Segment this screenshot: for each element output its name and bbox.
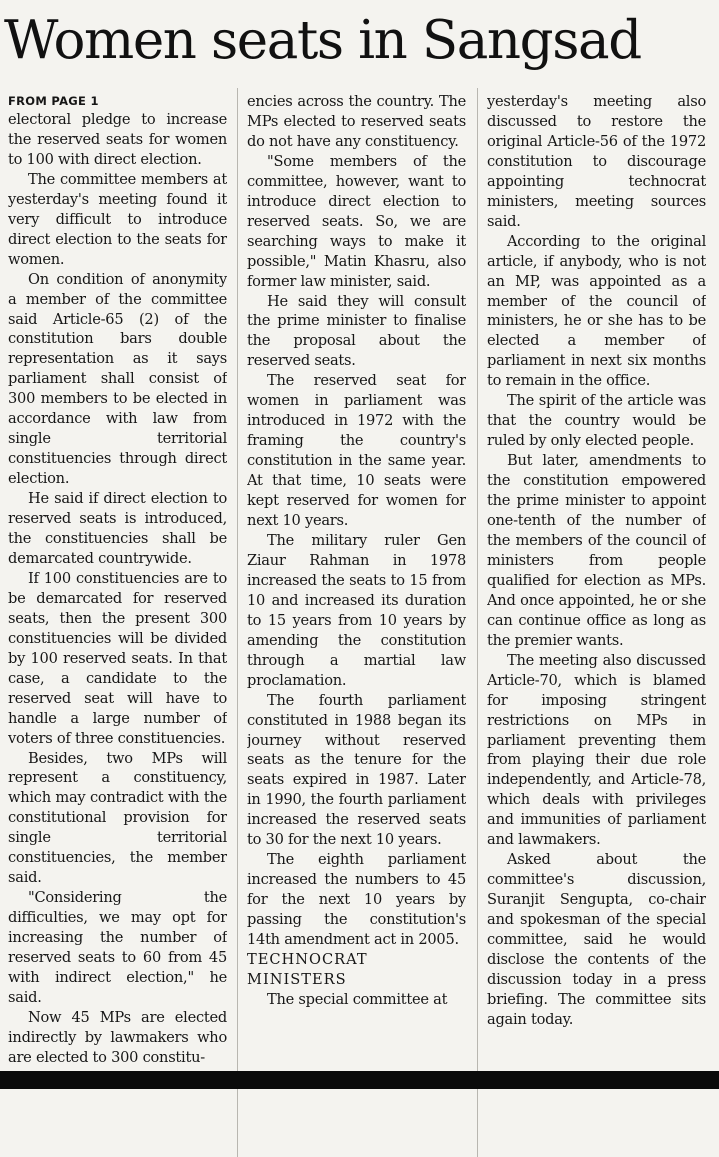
paragraph: Besides, two MPs will represent a constituency, which may contradict with the constitutional provision for single territorial constituencies, the member said. [8, 749, 227, 887]
paragraph: According to the original article, if anybody, who is not an MP, was appointed as a member of the council of ministers, he or she has to be elected a member of parliament in next six months to remain in the office. [487, 232, 706, 390]
paragraph: On condition of anonymity a member of the committee said Article-65 (2) of the constitution bars double representation as it says parliament shall consist of 300 members to be elected in accordance with law from single territorial constituencies through direct election. [8, 270, 227, 488]
paragraph: The spirit of the article was that the country would be ruled by only elected people. [487, 392, 706, 450]
column-rule [477, 88, 478, 1157]
paragraph: electoral pledge to increase the reserved seats for women to 100 with direct election. [8, 111, 227, 168]
paragraph: The fourth parliament constituted in 1988 began its journey without reserved seats as the tenure for the seats expired in 1987. Later in 1990, the fourth parliament increased the reserved seats to 30 for the next 10 years. [247, 691, 466, 849]
paragraph: The special committee at [267, 990, 448, 1008]
paragraph: The committee members at yesterday's meeting found it very difficult to introduce direct election to the seats for women. [8, 170, 227, 268]
paragraph: The eighth parliament increased the numbers to 45 for the next 10 years by passing the constitution's 14th amendment act in 2005. [247, 851, 466, 949]
paragraph: But later, amendments to the constitution empowered the prime minister to appoint one-tenth of the number of the members of the council of ministers from people qualified for election as MPs. And once appointed, he or she can continue office as long as the premier wants. [487, 452, 706, 649]
article-column-3 [487, 92, 706, 1030]
paragraph: Asked about the committee's discussion, Suranjit Sengupta, co-chair and spokesman of the special committee, said he would disclose the contents of the discussion today in a press briefing. The committee sits again today. [487, 851, 706, 1028]
article-column-2 [247, 92, 466, 1010]
paragraph: encies across the country. The MPs elected to reserved seats do not have any constituency. [247, 93, 466, 150]
paragraph: "Considering the difficulties, we may opt for increasing the number of reserved seats to 60 from 45 with indirect election," he said. [8, 889, 227, 1006]
kicker: FROM PAGE 1 [8, 94, 99, 108]
headline: Women seats in Sangsad [4, 10, 641, 71]
subheading: TECHNOCRAT MINISTERS [247, 950, 368, 988]
paragraph: The military ruler Gen Ziaur Rahman in 1978 increased the seats to 15 from 10 and increased its duration to 15 years from 10 years by amending the constitution through a martial law proclamation. [247, 531, 466, 689]
paragraph: The meeting also discussed Article-70, which is blamed for imposing stringent restrictions on MPs in parliament preventing them from playing their due role independently, and Article-78, which deals with privileges and immunities of parliament and lawmakers. [487, 651, 706, 849]
paragraph: He said they will consult the prime minister to finalise the proposal about the reserved seats. [247, 292, 466, 370]
paragraph: "Some members of the committee, however, want to introduce direct election to reserved seats. So, we are searching ways to make it possible," Matin Khasru, also former law minister, said. [247, 152, 466, 290]
paragraph: Now 45 MPs are elected indirectly by lawmakers who are elected to 300 constitu- [8, 1008, 227, 1066]
column-rule [237, 88, 238, 1157]
paragraph: yesterday's meeting also discussed to restore the original Article-56 of the 1972 constitution to discourage appointing technocrat ministers, meeting sources said. [487, 93, 706, 230]
paragraph: The reserved seat for women in parliament was introduced in 1972 with the framing the country's constitution in the same year. At that time, 10 seats were kept reserved for women for next 10 years. [247, 372, 466, 530]
article-column-1 [8, 92, 227, 1068]
scan-bottom-edge [0, 1071, 719, 1089]
paragraph: He said if direct election to reserved seats is introduced, the constituencies shall be demarcated countrywide. [8, 490, 227, 567]
paragraph: If 100 constituencies are to be demarcated for reserved seats, then the present 300 constituencies will be divided by 100 reserved seats. In that case, a candidate to the reserved seat will have to handle a large number of voters of three constituencies. [8, 569, 227, 747]
